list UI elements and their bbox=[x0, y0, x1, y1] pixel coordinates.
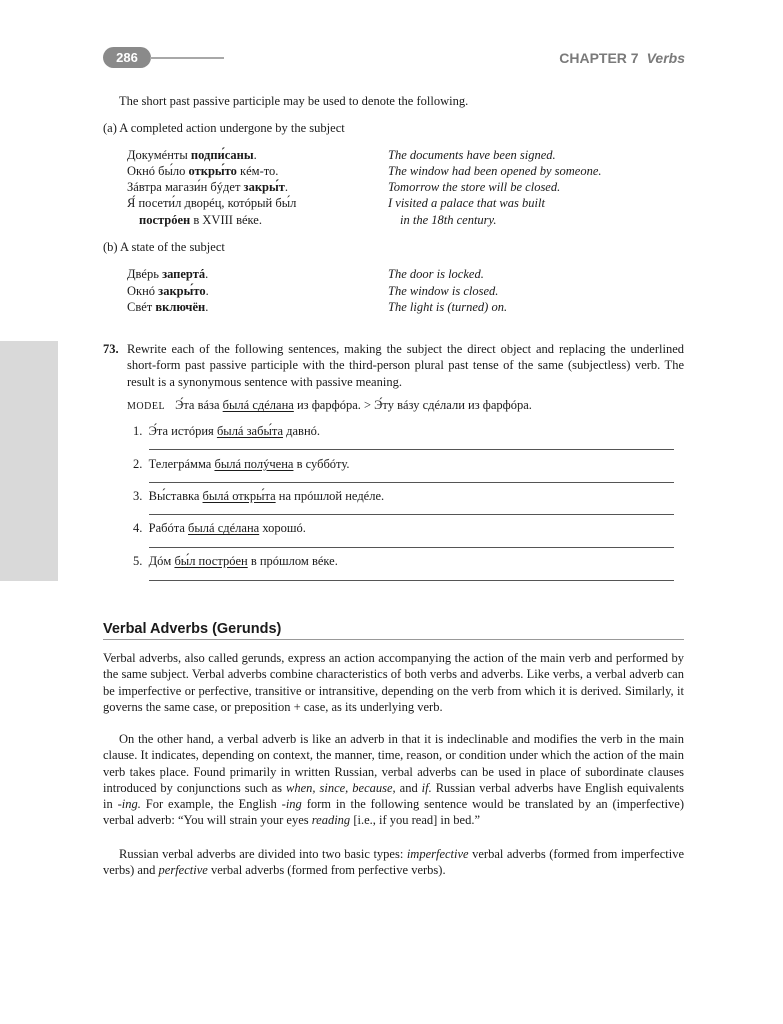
exercise-item-1: 1. Э́та истóрия былá забы́та давнó. bbox=[133, 424, 321, 438]
part-b-label: (b) A state of the subject bbox=[103, 240, 225, 254]
en-translation-continued: in the 18th century. bbox=[400, 213, 497, 227]
ru-example: Свéт включён. bbox=[127, 300, 209, 314]
ru-example: Зáвтра магази́н бýдет закры́т. bbox=[127, 180, 288, 194]
ru-example: Окнó бы́ло откры́то кéм-то. bbox=[127, 164, 279, 178]
section-paragraph-1: Verbal adverbs, also called gerunds, express an action accompanying the action of the main verb and performed by the same subject. Verbal adverbs combine characteristics of both verbs and adverbs. Like verbs, a verbal adverb can be imperfective or perfective, transitive or intransitive, depending on the verb from which it is derived. Similarly, it governs the same case, or preposition + case, as its underlying verb. bbox=[103, 651, 684, 714]
ru-example: Двéрь запертá. bbox=[127, 267, 209, 281]
answer-line-4[interactable] bbox=[149, 547, 674, 548]
side-thumb-tab bbox=[0, 341, 58, 581]
answer-line-1[interactable] bbox=[149, 449, 674, 450]
part-a-label: (a) A completed action undergone by the subject bbox=[103, 121, 345, 135]
en-translation: Tomorrow the store will be closed. bbox=[388, 180, 561, 194]
model-label: MODEL bbox=[127, 401, 166, 412]
ru-example-continued: пострóен в XVIII вéке. bbox=[139, 213, 262, 227]
en-translation: The door is locked. bbox=[388, 267, 484, 281]
en-translation: The window is closed. bbox=[388, 284, 499, 298]
en-translation: The light is (turned) on. bbox=[388, 300, 508, 314]
page-number-badge: 286 bbox=[103, 47, 151, 68]
section-paragraph-2: On the other hand, a verbal adverb is like an adverb in that it is indeclinable and modifies the verb in the main clause. It indicates, depending on context, the manner, time, reason, or condition under which the action of the main verb takes place. Found primarily in written Russian, verbal adverbs can be used in place of subordinate clauses introduced by conjunctions such as when, since, because, and if. Russian verbal adverbs have English equivalents in -ing. For example, the English -ing form in the following sentence would be translated by an (imperfective) verbal adverb: “You will strain your eyes reading [i.e., if you read] in bed.” bbox=[103, 732, 685, 828]
exercise-item-3: 3. Вы́ставка былá откры́та на прóшлой недéле. bbox=[133, 489, 385, 503]
en-translation: The documents have been signed. bbox=[388, 148, 556, 162]
exercise-item-5: 5. Дóм бы́л пострóен в прóшлом вéке. bbox=[133, 554, 338, 568]
intro-sentence: The short past passive participle may be used to denote the following. bbox=[119, 94, 469, 108]
ru-example: Окнó закры́то. bbox=[127, 284, 209, 298]
chapter-label: CHAPTER 7 bbox=[559, 50, 639, 66]
en-translation: I visited a palace that was built bbox=[388, 196, 545, 210]
answer-line-5[interactable] bbox=[149, 580, 674, 581]
section-rule bbox=[103, 639, 684, 640]
exercise-item-2: 2. Телегрáмма былá полýчена в суббóту. bbox=[133, 457, 350, 471]
answer-line-3[interactable] bbox=[149, 514, 674, 515]
exercise-instructions: Rewrite each of the following sentences, making the subject the direct object and replacing the underlined short-form past passive participle with the third-person plural past tense of the same (subjectless) verb. The result is a synonymous sentence with passive meaning. bbox=[127, 342, 684, 389]
chapter-header bbox=[500, 50, 685, 67]
exercise-item-4: 4. Рабóта былá сдéлана хорошó. bbox=[133, 521, 306, 535]
chapter-title: Verbs bbox=[646, 50, 685, 66]
en-translation: The window had been opened by someone. bbox=[388, 164, 602, 178]
header-rule bbox=[150, 57, 224, 59]
ru-example: Я́ посети́л дворéц, котóрый бы́л bbox=[127, 196, 297, 210]
answer-line-2[interactable] bbox=[149, 482, 674, 483]
section-heading: Verbal Adverbs (Gerunds) bbox=[103, 621, 282, 637]
exercise-number: 73. bbox=[103, 342, 119, 356]
model-example: MODEL Э́та вáза былá сдéлана из фарфóра. > Э́ту вáзу сдéлали из фарфóра. bbox=[127, 398, 532, 412]
ru-example: Докумéнты подпи́саны. bbox=[127, 148, 257, 162]
section-paragraph-3: Russian verbal adverbs are divided into two basic types: imperfective verbal adverbs (formed from imperfective verbs) and perfective verbal adverbs (formed from perfective verbs). bbox=[103, 847, 685, 878]
